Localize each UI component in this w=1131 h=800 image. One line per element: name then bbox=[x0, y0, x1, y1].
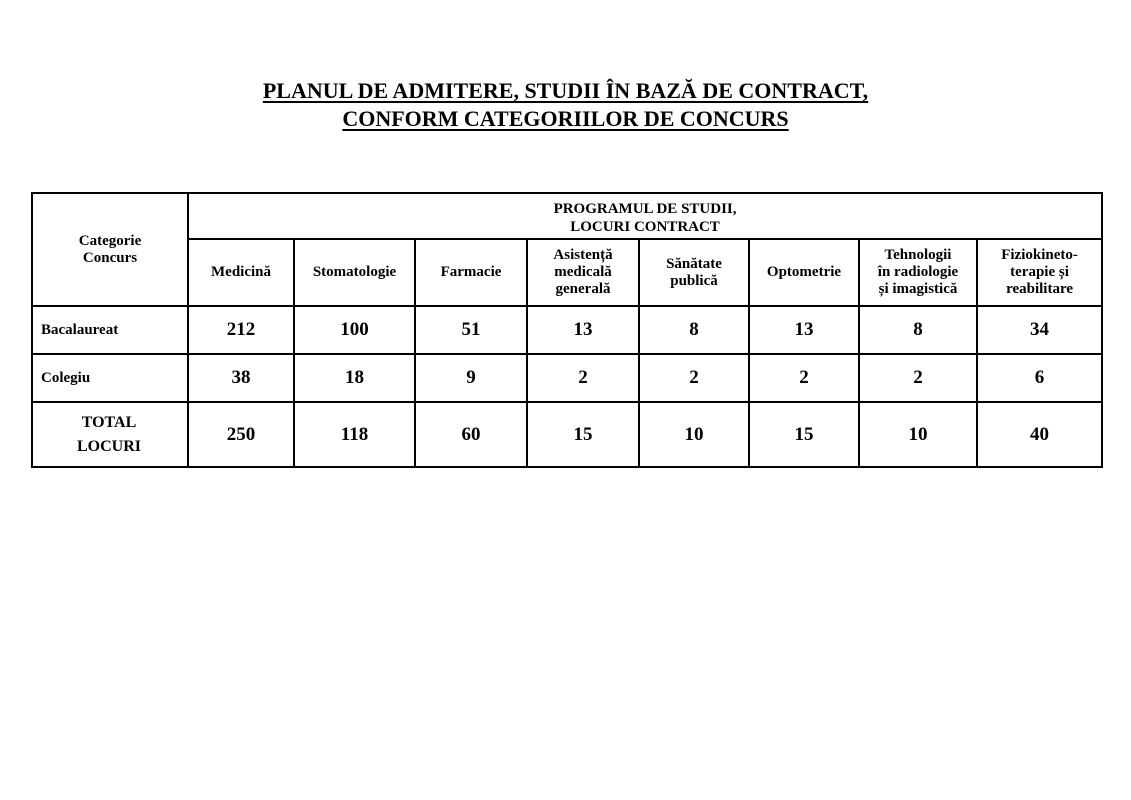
admission-plan-table bbox=[31, 192, 1103, 468]
table-cell: 13 bbox=[527, 306, 639, 354]
table-cell: 2 bbox=[749, 354, 859, 402]
total-cell: 10 bbox=[859, 402, 977, 467]
column-header-line: Farmacie bbox=[440, 264, 502, 280]
program-header-cell bbox=[188, 193, 1102, 239]
column-header-line: Asistență bbox=[553, 247, 613, 263]
table-cell: 8 bbox=[639, 306, 749, 354]
corner-header-cell bbox=[32, 193, 188, 306]
column-header bbox=[188, 239, 294, 306]
page-title-line-1: PLANUL DE ADMITERE, STUDII ÎN BAZĂ DE CONTRACT, bbox=[262, 78, 869, 103]
total-cell: 15 bbox=[527, 402, 639, 467]
program-header-line-1: PROGRAMUL DE STUDII, bbox=[553, 201, 737, 217]
table-cell: 2 bbox=[639, 354, 749, 402]
table-cell: 13 bbox=[749, 306, 859, 354]
table-cell: 18 bbox=[294, 354, 415, 402]
table-cell: 9 bbox=[415, 354, 527, 402]
corner-header-line-1: Categorie bbox=[78, 232, 142, 249]
column-header-line: publică bbox=[670, 272, 718, 289]
table-cell: 2 bbox=[527, 354, 639, 402]
total-row-label bbox=[32, 402, 188, 467]
column-header bbox=[294, 239, 415, 306]
table-cell: 8 bbox=[859, 306, 977, 354]
table-cell: 2 bbox=[859, 354, 977, 402]
table-cell: 6 bbox=[977, 354, 1102, 402]
column-header-line: în radiologie bbox=[877, 264, 959, 280]
table-cell: 38 bbox=[188, 354, 294, 402]
total-cell: 118 bbox=[294, 402, 415, 467]
column-header-line: Medicină bbox=[211, 264, 271, 280]
column-header bbox=[859, 239, 977, 306]
column-header-line: generală bbox=[555, 281, 611, 297]
corner-header-line-2: Concurs bbox=[82, 249, 138, 266]
column-header bbox=[415, 239, 527, 306]
total-cell: 15 bbox=[749, 402, 859, 467]
table-header-row-1 bbox=[32, 193, 1102, 239]
total-cell: 250 bbox=[188, 402, 294, 467]
column-header-line: reabilitare bbox=[1006, 281, 1073, 297]
column-header bbox=[749, 239, 859, 306]
table-cell: 51 bbox=[415, 306, 527, 354]
row-label: Bacalaureat bbox=[32, 306, 188, 354]
total-label-line-1: TOTAL bbox=[81, 413, 137, 431]
table-row bbox=[32, 354, 1102, 402]
column-header bbox=[639, 239, 749, 306]
column-header-line: Stomatologie bbox=[312, 264, 397, 280]
column-header bbox=[977, 239, 1102, 306]
column-header-line: Sănătate bbox=[666, 255, 722, 272]
page-title-line-2: CONFORM CATEGORIILOR DE CONCURS bbox=[342, 106, 789, 131]
column-header-line: terapie și bbox=[1010, 264, 1069, 280]
column-header-line: Optometrie bbox=[766, 264, 842, 280]
table-cell: 212 bbox=[188, 306, 294, 354]
table-cell: 100 bbox=[294, 306, 415, 354]
column-header-line: medicală bbox=[554, 264, 612, 280]
column-header-line: Fiziokineto- bbox=[1001, 247, 1078, 263]
table-cell: 34 bbox=[977, 306, 1102, 354]
program-header-line-2: LOCURI CONTRACT bbox=[570, 219, 720, 235]
total-cell: 60 bbox=[415, 402, 527, 467]
table-header-row-2 bbox=[32, 239, 1102, 306]
row-label: Colegiu bbox=[32, 354, 188, 402]
total-cell: 40 bbox=[977, 402, 1102, 467]
column-header-line: Tehnologii bbox=[884, 247, 952, 263]
total-cell: 10 bbox=[639, 402, 749, 467]
column-header-line: și imagistică bbox=[878, 281, 958, 297]
table-row bbox=[32, 306, 1102, 354]
total-label-line-2: LOCURI bbox=[76, 437, 141, 455]
column-header bbox=[527, 239, 639, 306]
total-row bbox=[32, 402, 1102, 467]
